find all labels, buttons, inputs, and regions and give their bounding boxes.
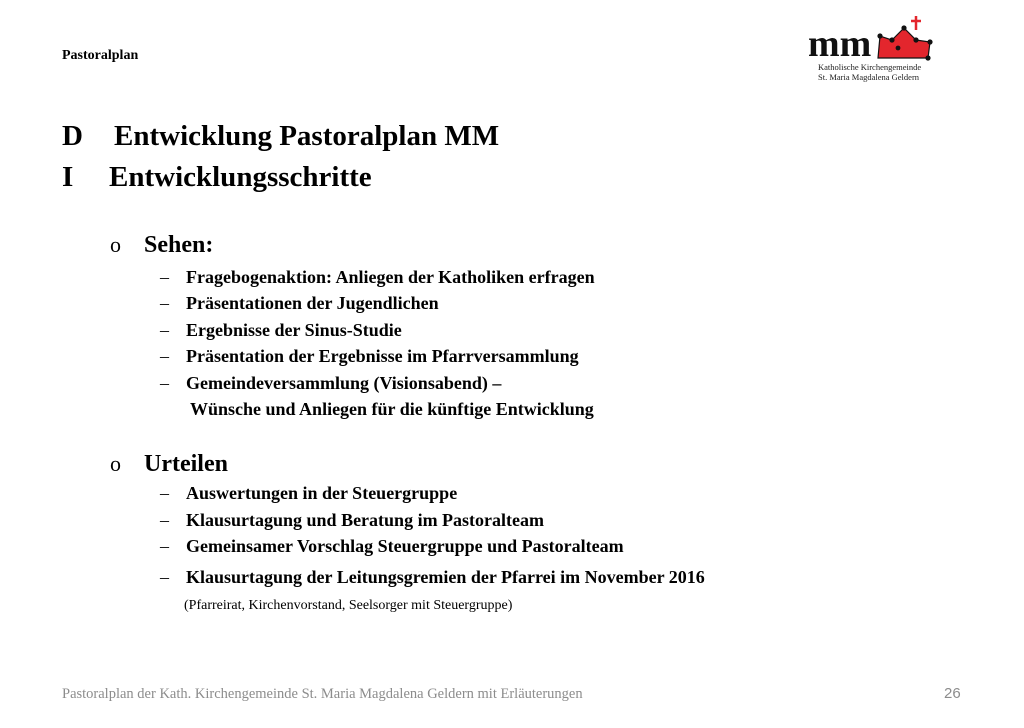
- list-item-text: Präsentationen der Jugendlichen: [186, 293, 439, 313]
- dash: –: [160, 536, 169, 556]
- list-item: [160, 510, 544, 531]
- dash: –: [160, 373, 169, 393]
- list-item: [160, 483, 457, 504]
- title-line-1: [62, 120, 499, 153]
- bullet: o: [110, 232, 121, 257]
- dash: –: [160, 293, 169, 313]
- list-item-text: Klausurtagung und Beratung im Pastoralteam: [186, 510, 545, 530]
- list-item-text: Ergebnisse der Sinus-Studie: [186, 320, 402, 340]
- list-item: [160, 536, 624, 557]
- dash: –: [160, 483, 169, 503]
- title-text: Entwicklungsschritte: [109, 161, 372, 193]
- list-item: [160, 267, 595, 288]
- dash: –: [160, 267, 169, 287]
- title-number: I: [62, 161, 74, 193]
- title-text: Entwicklung Pastoralplan MM: [114, 120, 500, 152]
- list-item-text: Präsentation der Ergebnisse im Pfarrversammlung: [186, 346, 579, 366]
- page-number: 26: [944, 685, 961, 702]
- list-item-text: Fragebogenaktion: Anliegen der Katholiken erfragen: [186, 267, 595, 287]
- list-item: [160, 320, 402, 341]
- logo-line-1: Katholische Kirchengemeinde: [818, 62, 922, 72]
- church-shape-icon: [878, 28, 930, 58]
- section-heading-sehen: [110, 232, 213, 259]
- section-heading-urteilen: [110, 451, 228, 478]
- list-item: [160, 373, 501, 394]
- list-item: [160, 346, 579, 367]
- header-label: Pastoralplan: [62, 48, 139, 63]
- section-heading-text: Sehen:: [144, 232, 214, 258]
- section-heading-text: Urteilen: [144, 451, 228, 477]
- logo-letters: mm: [808, 23, 872, 65]
- list-item-text: Klausurtagung der Leitungsgremien der Pfarrei im November 2016: [186, 567, 705, 587]
- list-item-text: Gemeinsamer Vorschlag Steuergruppe und Pastoralteam: [186, 536, 624, 556]
- footer-text: Pastoralplan der Kath. Kirchengemeinde St. Maria Magdalena Geldern mit Erläuterungen: [62, 686, 583, 702]
- title-number: D: [62, 120, 83, 152]
- logo-line-2: St. Maria Magdalena Geldern: [818, 72, 920, 82]
- dash: –: [160, 346, 169, 366]
- list-item: [160, 567, 705, 588]
- list-item-note: (Pfarreirat, Kirchenvorstand, Seelsorger mit Steuergruppe): [184, 598, 513, 613]
- parish-logo: [808, 12, 948, 86]
- title-line-2: [62, 161, 372, 194]
- list-item-text: Auswertungen in der Steuergruppe: [186, 483, 458, 503]
- dash: –: [160, 510, 169, 530]
- list-item-continuation: Wünsche und Anliegen für die künftige Entwicklung: [190, 399, 594, 419]
- dash: –: [160, 320, 169, 340]
- bullet: o: [110, 451, 121, 476]
- dash: –: [160, 567, 169, 587]
- list-item-text: Gemeindeversammlung (Visionsabend) –: [186, 373, 502, 393]
- list-item: [160, 293, 439, 314]
